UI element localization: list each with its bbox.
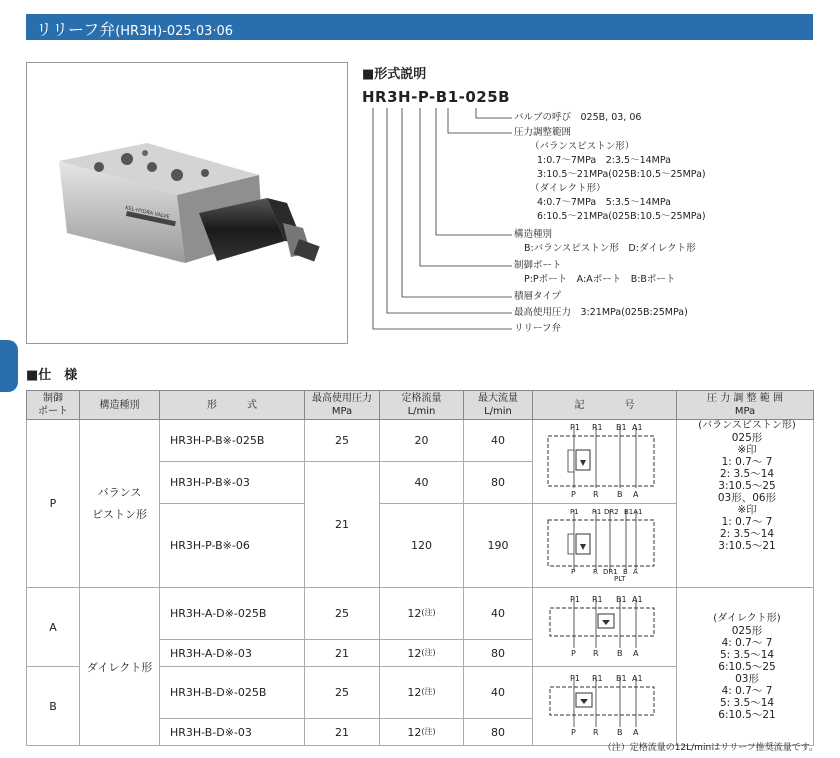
svg-text:P1R1DR2B1A1: P1 R1 DR2 B1A1 <box>569 508 642 516</box>
header-rated-flow: 定格流量 L/min <box>380 391 464 420</box>
rated-cell: 12$^{(注)}$ <box>380 640 464 667</box>
title-main: リリーフ弁 <box>36 20 116 39</box>
rated-cell: 40 <box>380 462 464 504</box>
model-code: HR3H-P-B1-025B <box>362 88 511 106</box>
model-cell: HR3H-B-D※-025B <box>160 667 305 719</box>
desc-structure: 構造種別 <box>514 229 553 240</box>
desc-structure-values: B:バランスピストン形 D:ダイレクト形 <box>524 243 696 254</box>
port-b: B <box>27 667 80 746</box>
maxp-cell: 21 <box>305 640 380 667</box>
model-cell: HR3H-P-B※-06 <box>160 504 305 588</box>
model-cell: HR3H-A-D※-03 <box>160 640 305 667</box>
maxp-cell: 21 <box>305 719 380 746</box>
hydraulic-symbol-icon <box>536 594 674 658</box>
port-p: P <box>27 420 80 588</box>
model-cell: HR3H-P-B※-025B <box>160 420 305 462</box>
maxflow-cell: 40 <box>464 420 533 462</box>
photo-label: KEL-HYDRA VALVE <box>124 205 171 221</box>
hydraulic-symbol-icon <box>536 422 674 498</box>
header-max-pressure: 最高使用圧力 MPa <box>305 391 380 420</box>
symbol-direct-a <box>533 588 677 667</box>
spec-heading: ■仕 様 <box>26 368 78 383</box>
header-range: 圧 力 調 整 範 囲 MPa <box>677 391 814 420</box>
svg-text:P1R1B1A1: P1 R1 B1 A1 <box>569 594 643 604</box>
desc-balance-label: （バランスピストン形） <box>530 141 635 152</box>
header-model: 形 式 <box>160 391 305 420</box>
rated-cell: 12$^{(注)}$ <box>380 667 464 719</box>
desc-direct-2: 6:10.5〜21MPa(025B:10.5〜25MPa) <box>537 211 706 222</box>
maxp-cell: 25 <box>305 667 380 719</box>
maxp-cell: 25 <box>305 588 380 640</box>
symbol-balance-06 <box>533 504 677 588</box>
table-header-row <box>27 391 814 420</box>
model-cell: HR3H-A-D※-025B <box>160 588 305 640</box>
desc-control-port: 制御ポート <box>514 260 562 271</box>
maxflow-cell: 80 <box>464 462 533 504</box>
type-direct: ダイレクト形 <box>80 588 160 746</box>
desc-direct-1: 4:0.7〜7MPa 5:3.5〜14MPa <box>537 197 671 208</box>
desc-direct-label: （ダイレクト形） <box>530 183 606 194</box>
desc-balance-1: 1:0.7〜7MPa 2:3.5〜14MPa <box>537 155 671 166</box>
desc-stack-type: 積層タイプ <box>514 291 562 302</box>
footnote: （注）定格流量の12L/minはリリーフ推奨流量です。 <box>602 743 818 753</box>
model-heading: ■形式説明 <box>362 67 427 82</box>
rated-cell: 12$^{(注)}$ <box>380 588 464 640</box>
desc-nominal-size: バルブの呼び 025B, 03, 06 <box>514 112 642 123</box>
rated-cell: 12$^{(注)}$ <box>380 719 464 746</box>
svg-text:PRBA: P R B A <box>570 648 638 658</box>
table-row <box>27 588 814 640</box>
range-balance-cell: (バランスピストン形) 025形 ※印 1: 0.7〜 7 2: 3.5〜14 3:10.5〜25 03形、06形 ※印 1: 0.7〜 7 2: 3.5〜14 3:10.5〜21 <box>677 420 814 588</box>
svg-text:P1R1B1A1: P1 R1 B1 A1 <box>569 673 643 683</box>
header-type: 構造種別 <box>80 391 160 420</box>
model-cell: HR3H-B-D※-03 <box>160 719 305 746</box>
svg-text:P1R1B1A1: P1 R1 B1 A1 <box>569 423 643 432</box>
title-sub: (HR3H)-025·03·06 <box>115 24 234 39</box>
maxflow-cell: 80 <box>464 719 533 746</box>
desc-max-pressure: 最高使用圧力 3:21MPa(025B:25MPa) <box>514 307 688 318</box>
desc-relief-valve: リリーフ弁 <box>514 323 562 334</box>
desc-pressure-range: 圧力調整範囲 <box>514 127 572 138</box>
maxflow-cell: 190 <box>464 504 533 588</box>
maxflow-cell: 80 <box>464 640 533 667</box>
hydraulic-symbol-icon <box>536 506 674 582</box>
model-cell: HR3H-P-B※-03 <box>160 462 305 504</box>
symbol-direct-b <box>533 667 677 746</box>
svg-text:PLT: PLT <box>613 575 625 582</box>
hydraulic-symbol-icon <box>536 673 674 737</box>
desc-balance-2: 3:10.5〜21MPa(025B:10.5〜25MPa) <box>537 169 706 180</box>
svg-text:PRBA: P R B A <box>570 490 638 498</box>
svg-text:PRDR1BA: P R DR1 B A <box>570 568 638 576</box>
table-row <box>27 420 814 462</box>
rated-cell: 120 <box>380 504 464 588</box>
header-port: 制御 ポート <box>27 391 80 420</box>
range-direct-cell: (ダイレクト形) 025形 4: 0.7〜 7 5: 3.5〜14 6:10.5〜25 03形 4: 0.7〜 7 5: 3.5〜14 6:10.5〜21 <box>677 588 814 746</box>
desc-control-port-values: P:Pポート A:Aポート B:Bポート <box>524 274 676 285</box>
port-a: A <box>27 588 80 667</box>
header-symbol: 記 号 <box>533 391 677 420</box>
maxflow-cell: 40 <box>464 588 533 640</box>
maxp-cell: 21 <box>305 462 380 588</box>
symbol-balance-025-03 <box>533 420 677 504</box>
maxp-cell: 25 <box>305 420 380 462</box>
maxflow-cell: 40 <box>464 667 533 719</box>
header-max-flow: 最大流量 L/min <box>464 391 533 420</box>
type-balance: バランス ピストン形 <box>80 420 160 588</box>
spec-table <box>26 390 814 746</box>
rated-cell: 20 <box>380 420 464 462</box>
svg-text:PRBA: P R B A <box>570 727 638 737</box>
